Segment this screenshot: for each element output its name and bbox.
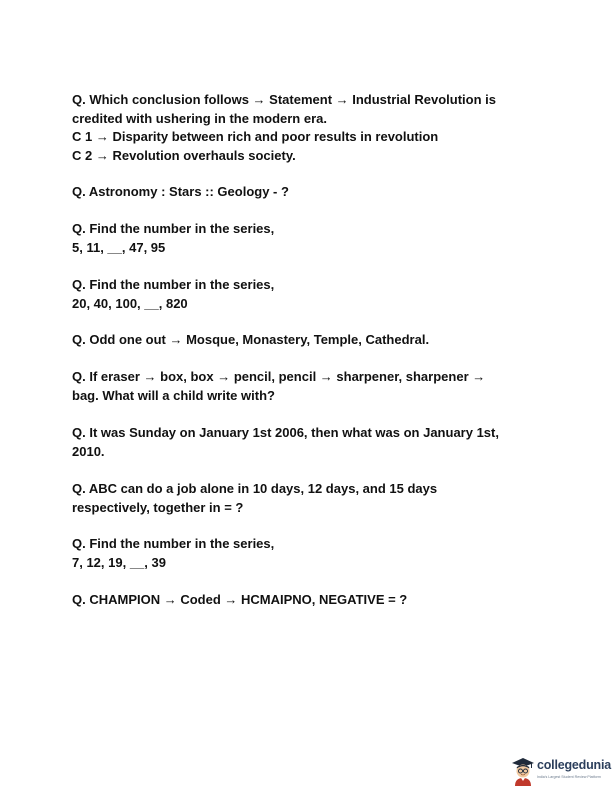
question-4-line-1: Q. Find the number in the series,: [72, 277, 275, 292]
logo-tagline: India's Largest Student Review Platform: [537, 775, 601, 779]
question-2-line-1: Q. Astronomy : Stars :: Geology - ?: [72, 184, 289, 199]
question-8: [72, 480, 542, 517]
question-4: [72, 276, 542, 313]
question-9: [72, 535, 542, 572]
question-2: [72, 183, 542, 202]
question-1: [72, 91, 542, 165]
question-5-line-1: Q. Odd one out → Mosque, Monastery, Temple, Cathedral.: [72, 332, 430, 347]
question-1-line-1: Q. Which conclusion follows → Statement → Industrial Revolution is: [72, 92, 496, 107]
student-mascot-icon: [510, 756, 536, 786]
question-6: [72, 368, 542, 405]
question-7-line-2: 2010.: [72, 443, 105, 459]
logo-name: collegedunia: [537, 758, 612, 772]
question-10-line-1: Q. CHAMPION → Coded → HCMAIPNO, NEGATIVE = ?: [72, 592, 408, 607]
question-8-line-1: Q. ABC can do a job alone in 10 days, 12 days, and 15 days: [72, 481, 438, 496]
question-1-line-4: C 2 → Revolution overhauls society.: [72, 147, 296, 163]
question-7-line-1: Q. It was Sunday on January 1st 2006, then what was on January 1st,: [72, 425, 499, 440]
question-3-line-1: Q. Find the number in the series,: [72, 221, 275, 236]
question-9-line-2: 7, 12, 19, __, 39: [72, 554, 166, 570]
question-1-line-3: C 1 → Disparity between rich and poor results in revolution: [72, 129, 439, 144]
question-3: [72, 220, 542, 257]
question-6-line-2: bag. What will a child write with?: [72, 387, 275, 403]
question-10: [72, 591, 542, 610]
question-3-line-2: 5, 11, __, 47, 95: [72, 239, 166, 255]
collegedunia-logo: [510, 755, 610, 789]
question-1-line-2: credited with ushering in the modern era.: [72, 110, 327, 126]
question-8-line-2: respectively, together in = ?: [72, 499, 244, 515]
question-4-line-2: 20, 40, 100, __, 820: [72, 295, 188, 311]
question-9-line-1: Q. Find the number in the series,: [72, 536, 275, 551]
question-7: [72, 424, 542, 461]
question-5: [72, 331, 542, 350]
question-6-line-1: Q. If eraser → box, box → pencil, pencil → sharpener, sharpener →: [72, 369, 486, 384]
